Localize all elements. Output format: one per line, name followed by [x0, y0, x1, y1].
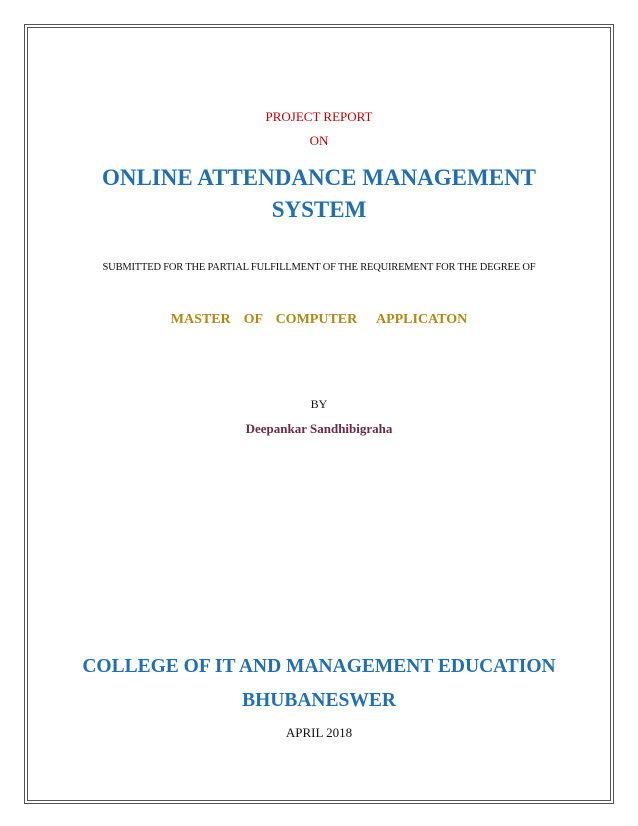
author-name: Deepankar Sandhibigraha: [245, 421, 393, 436]
college-name: COLLEGE OF IT AND MANAGEMENT EDUCATION: [82, 656, 556, 677]
report-heading: PROJECT REPORT: [265, 109, 373, 124]
report-date: APRIL 2018: [285, 725, 353, 740]
college-city: BHUBANESWER: [242, 690, 396, 711]
by-label: BY: [310, 397, 328, 411]
report-on: ON: [309, 133, 329, 148]
project-title-line1: ONLINE ATTENDANCE MANAGEMENT: [101, 165, 537, 190]
degree-name: MASTER OF COMPUTER APPLICATON: [170, 312, 468, 327]
submission-statement: SUBMITTED FOR THE PARTIAL FULFILLMENT OF THE REQUIREMENT FOR THE DEGREE OF: [102, 262, 536, 273]
project-title-line2: SYSTEM: [271, 197, 367, 222]
